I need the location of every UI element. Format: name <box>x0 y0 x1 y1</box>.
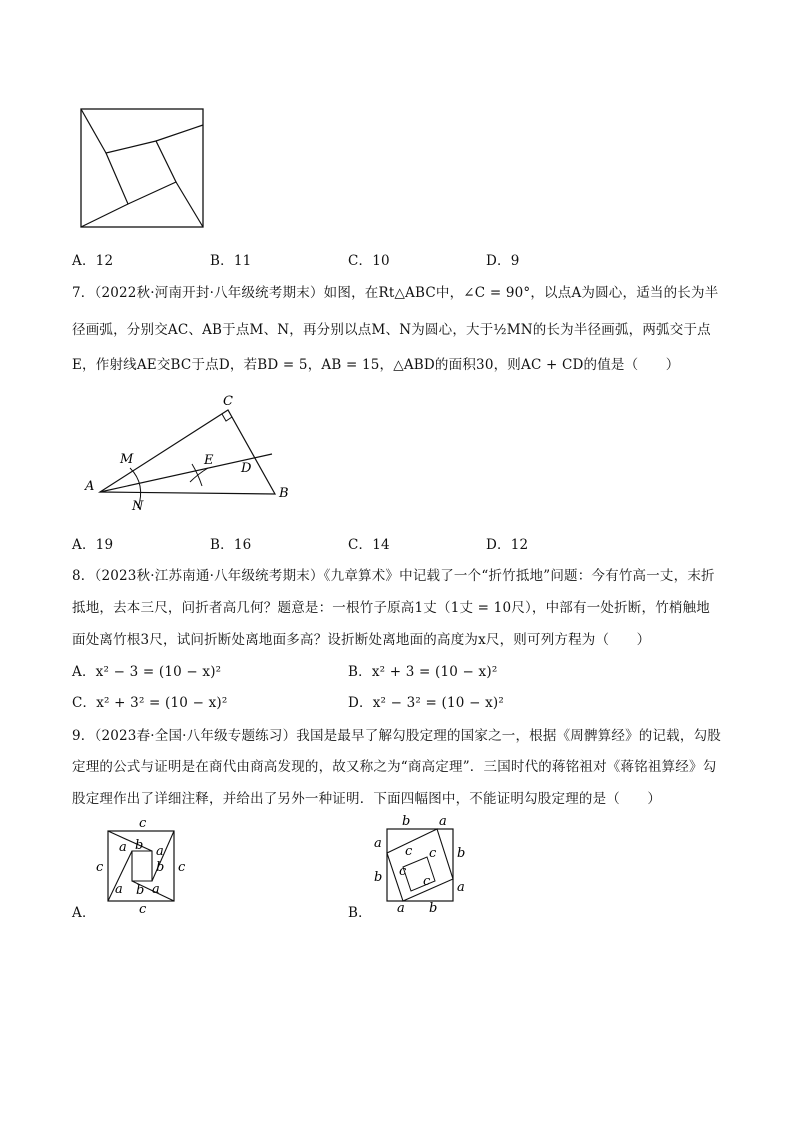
q9a-label-8: a <box>152 882 160 897</box>
q9-text-line-1: 9．（2023春·全国·八年级专题练习）我国是最早了解勾股定理的国家之一，根据《周髀算经》的记载，勾股 <box>72 728 721 744</box>
q8-option-b[interactable]: B．x² + 3 = (10 − x)² <box>348 664 498 680</box>
q9a-label-5: a <box>156 844 164 859</box>
q9b-label-4: c <box>429 846 437 861</box>
q7-label-m: M <box>120 452 134 467</box>
q6-option-c[interactable]: C．10 <box>348 253 390 269</box>
q7-option-c[interactable]: C．14 <box>348 537 390 553</box>
q9a-label-2: b <box>135 838 144 853</box>
q9-text-line-2: 定理的公式与证明是在商代由商高发现的，故又称之为“商高定理”．三国时代的蒋铭祖对《蒋铭祖算经》勾 <box>72 759 717 775</box>
q7-label-e: E <box>204 453 214 468</box>
q7-option-a[interactable]: A．19 <box>72 537 114 553</box>
q9a-label-7: b <box>156 860 165 875</box>
q7-option-d[interactable]: D．12 <box>486 537 529 553</box>
q9b-label-8: c <box>423 874 431 889</box>
q6-option-a[interactable]: A．12 <box>72 253 114 269</box>
q9b-label-10: a <box>397 901 405 915</box>
q9a-label-10: c <box>139 902 147 915</box>
q9b-label-9: a <box>457 880 465 895</box>
q7-text-line-1: 7．（2022秋·河南开封·八年级统考期末）如图，在Rt△ABC中，∠C = 90°，以点A为圆心，适当的长为半 <box>72 285 719 301</box>
q7-text-line-3: E，作射线AE交BC于点D，若BD = 5，AB = 15，△ABD的面积30，则AC + CD的值是（ ） <box>72 357 680 373</box>
q7-label-d: D <box>241 461 252 476</box>
q7-label-a: A <box>85 479 95 494</box>
q6-figure <box>78 106 208 231</box>
q8-option-c[interactable]: C．x² + 3² = (10 − x)² <box>72 695 228 711</box>
q9b-label-1: a <box>439 814 447 829</box>
q6-option-b[interactable]: B．11 <box>210 253 252 269</box>
q7-figure <box>80 388 300 518</box>
q9-option-a[interactable]: A． <box>72 905 96 921</box>
q9a-label-1: a <box>119 840 127 855</box>
q9a-label-4: c <box>178 860 186 875</box>
q9b-label-6: b <box>374 870 383 885</box>
q9a-label-3: c <box>96 860 104 875</box>
q8-option-d[interactable]: D．x² − 3² = (10 − x)² <box>348 695 504 711</box>
q8-text-line-1: 8．（2023秋·江苏南通·八年级统考期末）《九章算术》中记载了一个“折竹抵地”问题：今有竹高一丈，末折 <box>72 568 715 584</box>
q9b-label-3: c <box>405 844 413 859</box>
q9a-label-0: c <box>139 816 147 831</box>
q9b-label-2: a <box>374 836 382 851</box>
q8-text-line-2: 抵地，去本三尺，问折者高几何？题意是：一根竹子原高1丈（1丈 = 10尺），中部有一处折断，竹梢触地 <box>72 600 710 616</box>
q9b-label-11: b <box>429 901 438 915</box>
q7-option-b[interactable]: B．16 <box>210 537 252 553</box>
q8-option-a[interactable]: A．x² − 3 = (10 − x)² <box>72 664 222 680</box>
q9a-label-9: b <box>136 883 145 898</box>
q9b-label-0: b <box>402 814 411 829</box>
q9a-label-6: a <box>115 882 123 897</box>
q7-label-b: B <box>279 486 289 501</box>
q9b-label-7: c <box>399 864 407 879</box>
q7-text-line-2: 径画弧，分别交AC、AB于点M、N，再分别以点M、N为圆心，大于½MN的长为半径画弧，两弧交于点 <box>72 322 711 338</box>
q7-label-n: N <box>132 499 144 514</box>
q9b-label-5: b <box>457 846 466 861</box>
q8-text-line-3: 面处离竹根3尺，试问折断处离地面多高？设折断处离地面的高度为x尺，则可列方程为（ ） <box>72 632 651 648</box>
q7-label-c: C <box>223 394 233 409</box>
q9-text-line-3: 股定理作出了详细注释，并给出了另外一种证明．下面四幅图中，不能证明勾股定理的是（ ） <box>72 791 662 807</box>
q6-option-d[interactable]: D．9 <box>486 253 520 269</box>
q9-figure-a <box>90 815 200 915</box>
q9-figure-b <box>365 813 475 915</box>
q9-option-b[interactable]: B． <box>348 905 372 921</box>
